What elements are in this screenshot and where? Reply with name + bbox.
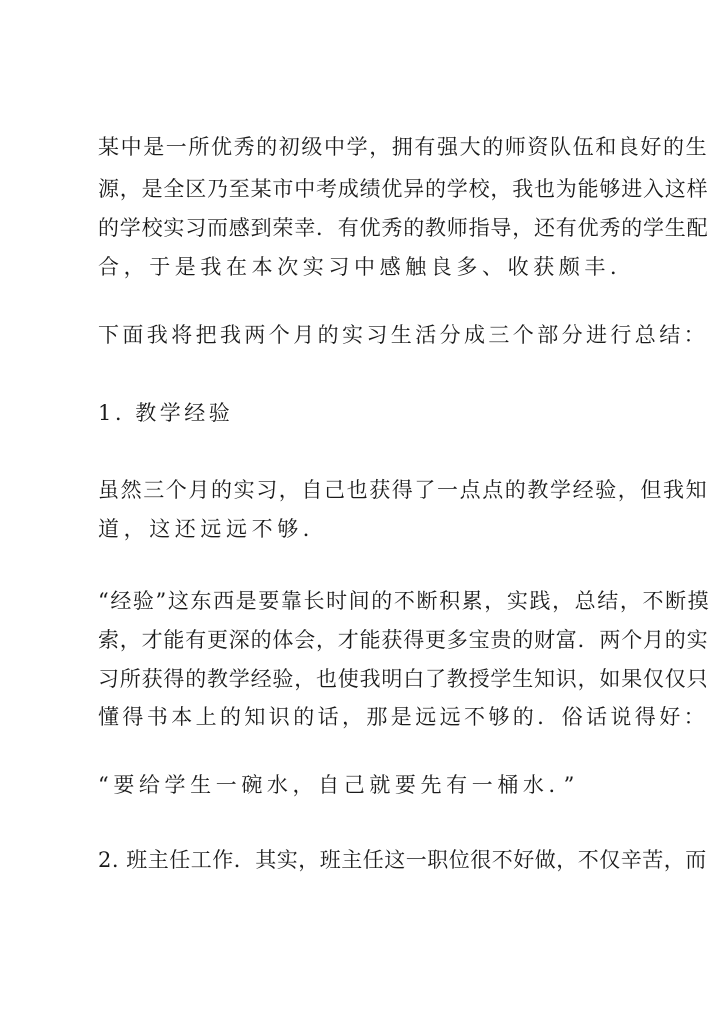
paragraph-4-line-1: “经验”这东西是要靠长时间的不断积累，实践，总结，不断摸 xyxy=(98,589,711,613)
paragraph-1-line-3: 的学校实习而感到荣幸．有优秀的教师指导，还有优秀的学生配 xyxy=(98,216,709,240)
quote-line: “要给学生一碗水，自己就要先有一桶水．” xyxy=(98,773,579,797)
paragraph-4-line-2: 索，才能有更深的体会，才能获得更多宝贵的财富．两个月的实 xyxy=(98,628,709,652)
section-heading-teaching-experience: 1. 教学经验 xyxy=(98,401,234,425)
paragraph-1-line-4: 合，于是我在本次实习中感触良多、收获颇丰． xyxy=(98,255,636,279)
paragraph-2-line-1: 下面我将把我两个月的实习生活分成三个部分进行总结： xyxy=(98,323,708,347)
paragraph-3-line-2: 道，这还远远不够． xyxy=(98,517,329,541)
paragraph-3-line-1: 虽然三个月的实习，自己也获得了一点点的教学经验，但我知 xyxy=(98,478,709,502)
section-heading-head-teacher-work: 2. 班主任工作．其实，班主任这一职位很不好做，不仅辛苦，而 xyxy=(98,848,707,872)
paragraph-1-line-2: 源，是全区乃至某市中考成绩优异的学校，我也为能够进入这样 xyxy=(98,177,709,201)
paragraph-4-line-3: 习所获得的教学经验，也使我明白了教授学生知识，如果仅仅只 xyxy=(98,667,709,691)
paragraph-1-line-1: 某中是一所优秀的初级中学，拥有强大的师资队伍和良好的生 xyxy=(98,135,709,159)
paragraph-4-line-4: 懂得书本上的知识的话，那是远远不够的．俗话说得好： xyxy=(98,705,708,729)
